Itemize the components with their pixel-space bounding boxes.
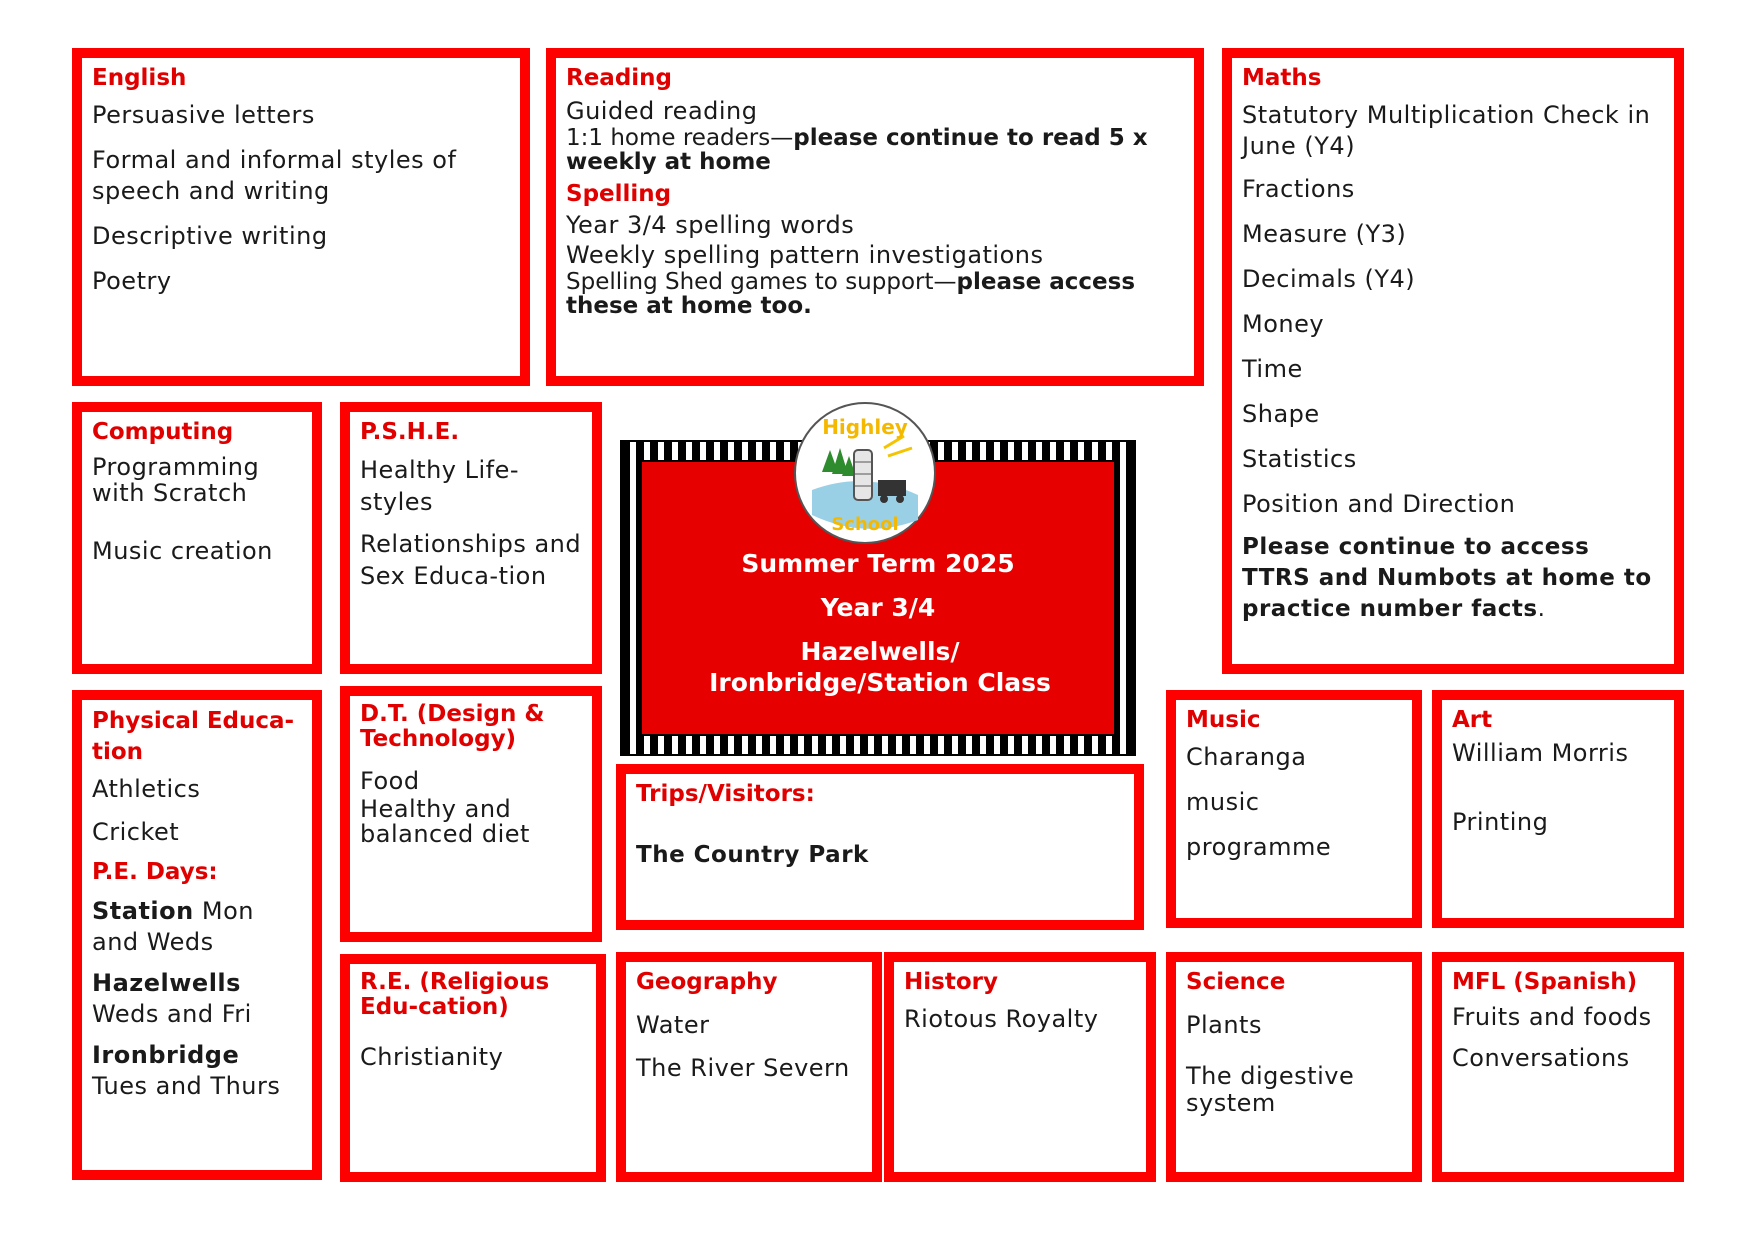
maths-item: Decimals (Y4) — [1242, 265, 1416, 293]
english-title: English — [92, 65, 187, 91]
mfl-box — [1432, 952, 1684, 1182]
music-item: programme — [1186, 833, 1332, 861]
science-item: The digestive system — [1186, 1062, 1355, 1117]
mfl-title: MFL (Spanish) — [1452, 969, 1638, 995]
english-box — [72, 48, 530, 386]
spelling-line: Weekly spelling pattern investigations — [566, 241, 1044, 269]
pe-day — [92, 968, 302, 1030]
term-title: Summer Term 2025 — [741, 549, 1015, 578]
re-item: Christianity — [360, 1043, 504, 1071]
pshe-item: Healthy Life-styles — [360, 456, 520, 516]
pshe-title: P.S.H.E. — [360, 419, 460, 445]
pe-day-class: Hazelwells — [92, 969, 241, 997]
trips-box — [616, 764, 1144, 930]
re-box — [340, 954, 606, 1182]
music-title: Music — [1186, 707, 1261, 733]
dt-item: Food — [360, 767, 420, 795]
art-box — [1432, 690, 1684, 928]
pe-item: Athletics — [92, 775, 201, 803]
mfl-item: Conversations — [1452, 1044, 1630, 1072]
maths-item: Statutory Multiplication Check in June (Y4) — [1242, 101, 1651, 160]
dt-item: Healthy and balanced diet — [360, 795, 530, 848]
science-title: Science — [1186, 969, 1286, 995]
geography-item: Water — [636, 1011, 710, 1039]
trips-item: The Country Park — [636, 842, 869, 868]
science-box — [1166, 952, 1422, 1182]
maths-item: Money — [1242, 310, 1325, 338]
spelling-line-text: Spelling Shed games to support— — [566, 269, 957, 295]
reading-title: Reading — [566, 65, 673, 91]
art-title: Art — [1452, 707, 1493, 733]
maths-item: Fractions — [1242, 175, 1355, 203]
pe-item: Cricket — [92, 818, 180, 846]
computing-box — [72, 402, 322, 674]
spelling-line: Year 3/4 spelling words — [566, 211, 855, 239]
reading-line-text: 1:1 home readers— — [566, 125, 794, 151]
history-title: History — [904, 969, 998, 995]
dt-box — [340, 686, 602, 942]
mfl-item: Fruits and foods — [1452, 1003, 1652, 1031]
reading-line-bold: please continue to read 5 x weekly at home — [566, 125, 1148, 175]
maths-item: Position and Direction — [1242, 490, 1516, 518]
maths-note — [1242, 532, 1664, 625]
pshe-box — [340, 402, 602, 674]
art-item: William Morris — [1452, 739, 1629, 767]
school-logo — [792, 400, 938, 546]
spelling-line — [566, 270, 1184, 318]
year-title: Year 3/4 — [820, 593, 936, 622]
pe-day-when: Weds and Fri — [92, 1000, 252, 1028]
spelling-line-bold: please access these at home too. — [566, 269, 1136, 319]
science-item: Plants — [1186, 1011, 1262, 1039]
pe-day-class: Ironbridge — [92, 1041, 240, 1069]
maths-note-text: Please continue to access TTRS and Numbots at home to practice number facts — [1242, 534, 1652, 622]
english-item: Descriptive writing — [92, 222, 328, 250]
history-item: Riotous Royalty — [904, 1005, 1099, 1033]
trips-title: Trips/Visitors: — [636, 781, 815, 807]
pe-day — [92, 1040, 302, 1102]
reading-line: Guided reading — [566, 97, 758, 125]
maths-item: Statistics — [1242, 445, 1357, 473]
reading-box — [546, 48, 1204, 386]
art-item: Printing — [1452, 808, 1549, 836]
class-names: Hazelwells/ Ironbridge/Station Class — [709, 637, 1051, 697]
pe-box — [72, 690, 322, 1180]
computing-item: Programming with Scratch — [92, 453, 260, 507]
geography-title: Geography — [636, 969, 778, 995]
pe-title: Physical Educa-tion — [92, 708, 295, 765]
pe-day-class: Station — [92, 897, 194, 925]
computing-item: Music creation — [92, 537, 273, 565]
pshe-item: Relationships and Sex Educa-tion — [360, 530, 582, 590]
music-item: music — [1186, 788, 1260, 816]
english-item: Poetry — [92, 267, 172, 295]
maths-item: Time — [1242, 355, 1303, 383]
history-box — [884, 952, 1156, 1182]
music-item: Charanga — [1186, 743, 1307, 771]
maths-title: Maths — [1242, 65, 1322, 91]
logo-text-top: Highley — [822, 415, 908, 439]
dt-title: D.T. (Design & Technology) — [360, 701, 545, 752]
geography-item: The River Severn — [636, 1054, 850, 1082]
english-item: Persuasive letters — [92, 101, 315, 129]
english-item: Formal and informal styles of speech and writing — [92, 146, 457, 205]
music-box — [1166, 690, 1422, 928]
logo-text-bottom: School — [831, 514, 899, 535]
maths-item: Measure (Y3) — [1242, 220, 1407, 248]
pe-days-title: P.E. Days: — [92, 859, 218, 885]
pe-day-when: Mon and Weds — [92, 897, 254, 956]
spelling-title: Spelling — [566, 181, 672, 207]
maths-item: Shape — [1242, 400, 1320, 428]
pe-day-when: Tues and Thurs — [92, 1072, 281, 1100]
maths-box — [1222, 48, 1684, 674]
reading-line — [566, 126, 1184, 174]
geography-box — [616, 952, 882, 1182]
computing-title: Computing — [92, 419, 234, 445]
maths-note-end: . — [1537, 596, 1546, 622]
pe-day — [92, 896, 302, 958]
re-title: R.E. (Religious Edu-cation) — [360, 969, 550, 1020]
